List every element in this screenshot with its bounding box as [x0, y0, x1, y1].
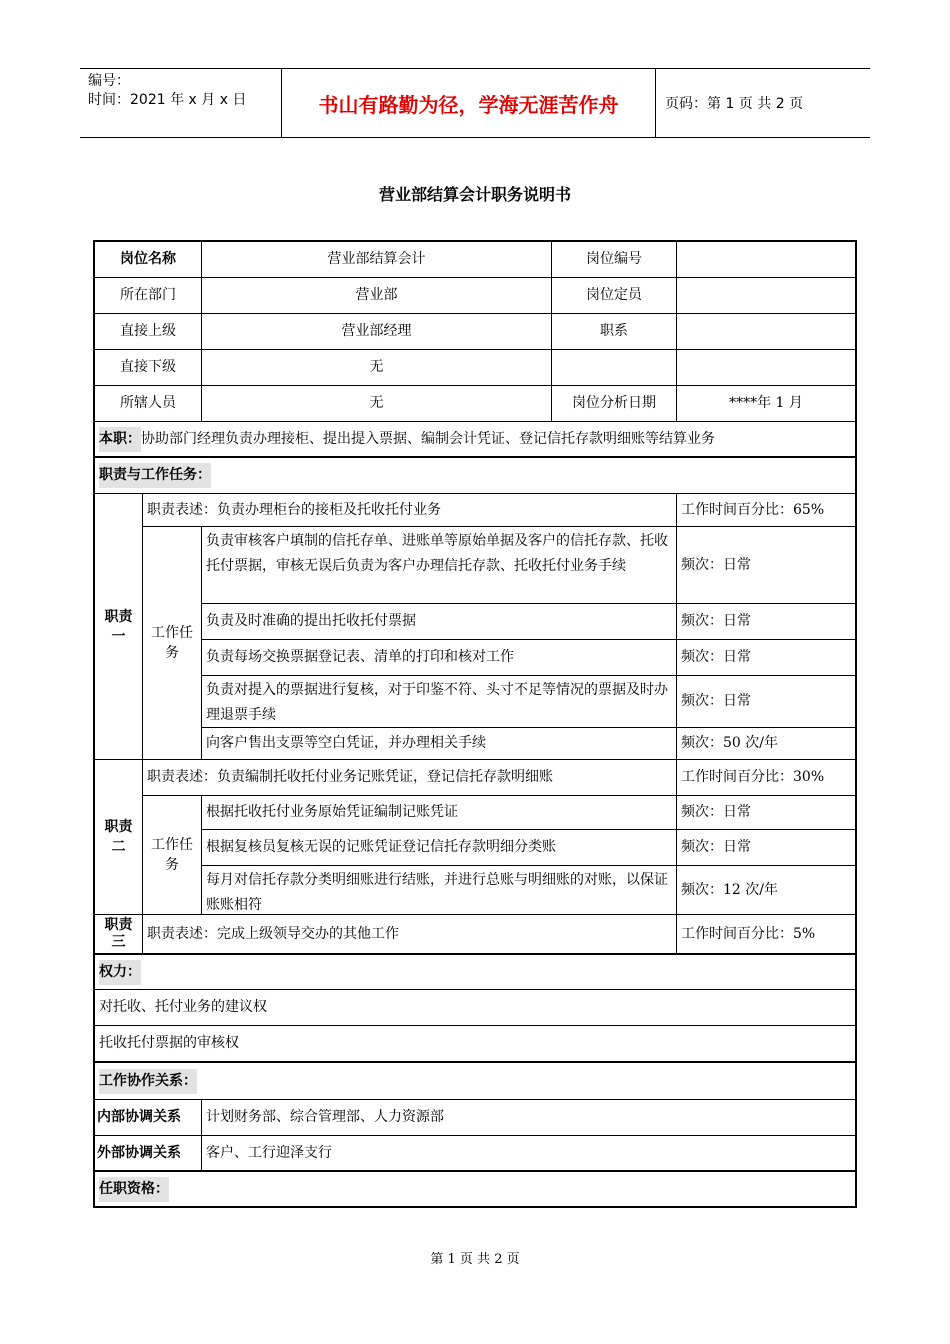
qualification-heading-row [95, 1172, 855, 1206]
duty2-task-freq: 频次：日常 [677, 830, 855, 866]
quota-label: 岗位定员 [552, 278, 677, 314]
document-header [80, 68, 870, 138]
duty1-task-freq: 频次：日常 [677, 604, 855, 640]
duty1-label: 职责一 [95, 494, 143, 760]
dept-value: 营业部 [202, 278, 552, 314]
duty1-task-text: 负责审核客户填制的信托存单、进账单等原始单据及客户的信托存款、托收托付票据，审核无误后负责为客户办理信托存款、托收托付业务手续 [202, 527, 677, 604]
duty1-task-text: 向客户售出支票等空白凭证，并办理相关手续 [202, 728, 677, 760]
duty1-task-text: 负责每场交换票据登记表、清单的打印和核对工作 [202, 640, 677, 676]
series-value [677, 314, 855, 350]
power-heading: 权力： [99, 960, 141, 985]
pos-no-label: 岗位编号 [552, 242, 677, 278]
duty2-task-text: 根据复核员复核无误的记账凭证登记信托存款明细分类账 [202, 830, 677, 866]
duty1-task-text: 负责对提入的票据进行复核，对于印鉴不符、头寸不足等情况的票据及时办理退票手续 [202, 676, 677, 728]
duty2-pct: 工作时间百分比：30% [677, 760, 855, 796]
superior-value: 营业部经理 [202, 314, 552, 350]
subordinate-value: 无 [202, 350, 552, 386]
pos-no-value [677, 242, 855, 278]
staff-value: 无 [202, 386, 552, 422]
duty2-task-freq: 频次：日常 [677, 796, 855, 830]
power-item: 托收托付票据的审核权 [95, 1026, 855, 1062]
quota-value [677, 278, 855, 314]
qualification-heading: 任职资格： [99, 1177, 169, 1202]
internal-relations-value: 计划财务部、综合管理部、人力资源部 [202, 1100, 855, 1136]
duty3-label: 职责三 [95, 915, 143, 954]
staff-label: 所辖人员 [95, 386, 202, 422]
time-label: 时间：2021 年 x 月 x 日 [88, 92, 247, 108]
page-title: 营业部结算会计职务说明书 [378, 185, 571, 204]
blank-label [552, 350, 677, 386]
duty2-task-text: 根据托收托付业务原始凭证编制记账凭证 [202, 796, 677, 830]
duty1-task-freq: 频次：日常 [677, 640, 855, 676]
duty2-label: 职责二 [95, 760, 143, 915]
relations-heading-row [95, 1062, 855, 1100]
summary-text: 协助部门经理负责办理接柜、提出提入票据、编制会计凭证、登记信托存款明细账等结算业务 [141, 430, 715, 447]
pos-name-label: 岗位名称 [95, 242, 202, 278]
internal-relations-label: 内部协调关系 [95, 1100, 202, 1136]
summary-row [95, 422, 855, 458]
duty1-task-freq: 频次：50 次/年 [677, 728, 855, 760]
superior-label: 直接上级 [95, 314, 202, 350]
duties-heading: 职责与工作任务： [99, 463, 211, 488]
duty1-task-text: 负责及时准确的提出托收托付票据 [202, 604, 677, 640]
duty3-desc: 职责表述：完成上级领导交办的其他工作 [143, 915, 677, 954]
duty2-desc: 职责表述：负责编制托收托付业务记账凭证，登记信托存款明细账 [143, 760, 677, 796]
power-heading-row [95, 954, 855, 990]
subordinate-label: 直接下级 [95, 350, 202, 386]
external-relations-value: 客户、工行迎泽支行 [202, 1136, 855, 1172]
duty2-task-text: 每月对信托存款分类明细账进行结账，并进行总账与明细账的对账，以保证账账相符 [202, 866, 677, 915]
duties-heading-row [95, 458, 855, 494]
analysis-date-value: ****年 1 月 [677, 386, 855, 422]
analysis-date-label: 岗位分析日期 [552, 386, 677, 422]
external-relations-label: 外部协调关系 [95, 1136, 202, 1172]
duty2-tasks-label: 工作任务 [143, 796, 202, 915]
number-label: 编号： [88, 73, 130, 89]
relations-heading: 工作协作关系： [99, 1069, 197, 1094]
duty1-task-freq: 频次：日常 [677, 527, 855, 604]
duty1-task-freq: 频次：日常 [677, 676, 855, 728]
duty2-task-freq: 频次：12 次/年 [677, 866, 855, 915]
page-footer: 第 1 页 共 2 页 [430, 1252, 520, 1267]
duty3-pct: 工作时间百分比：5% [677, 915, 855, 954]
header-page-info: 页码：第 1 页 共 2 页 [665, 96, 804, 112]
duty1-tasks-label: 工作任务 [143, 527, 202, 760]
series-label: 职系 [552, 314, 677, 350]
duty1-desc: 职责表述：负责办理柜台的接柜及托收托付业务 [143, 494, 677, 527]
job-description-table [93, 240, 857, 1208]
blank-value [677, 350, 855, 386]
duty1-pct: 工作时间百分比：65% [677, 494, 855, 527]
header-motto: 书山有路勤为径，学海无涯苦作舟 [282, 69, 656, 137]
pos-name-value: 营业部结算会计 [202, 242, 552, 278]
header-meta [80, 69, 282, 137]
dept-label: 所在部门 [95, 278, 202, 314]
summary-label: 本职： [99, 427, 141, 452]
power-item: 对托收、托付业务的建议权 [95, 990, 855, 1026]
